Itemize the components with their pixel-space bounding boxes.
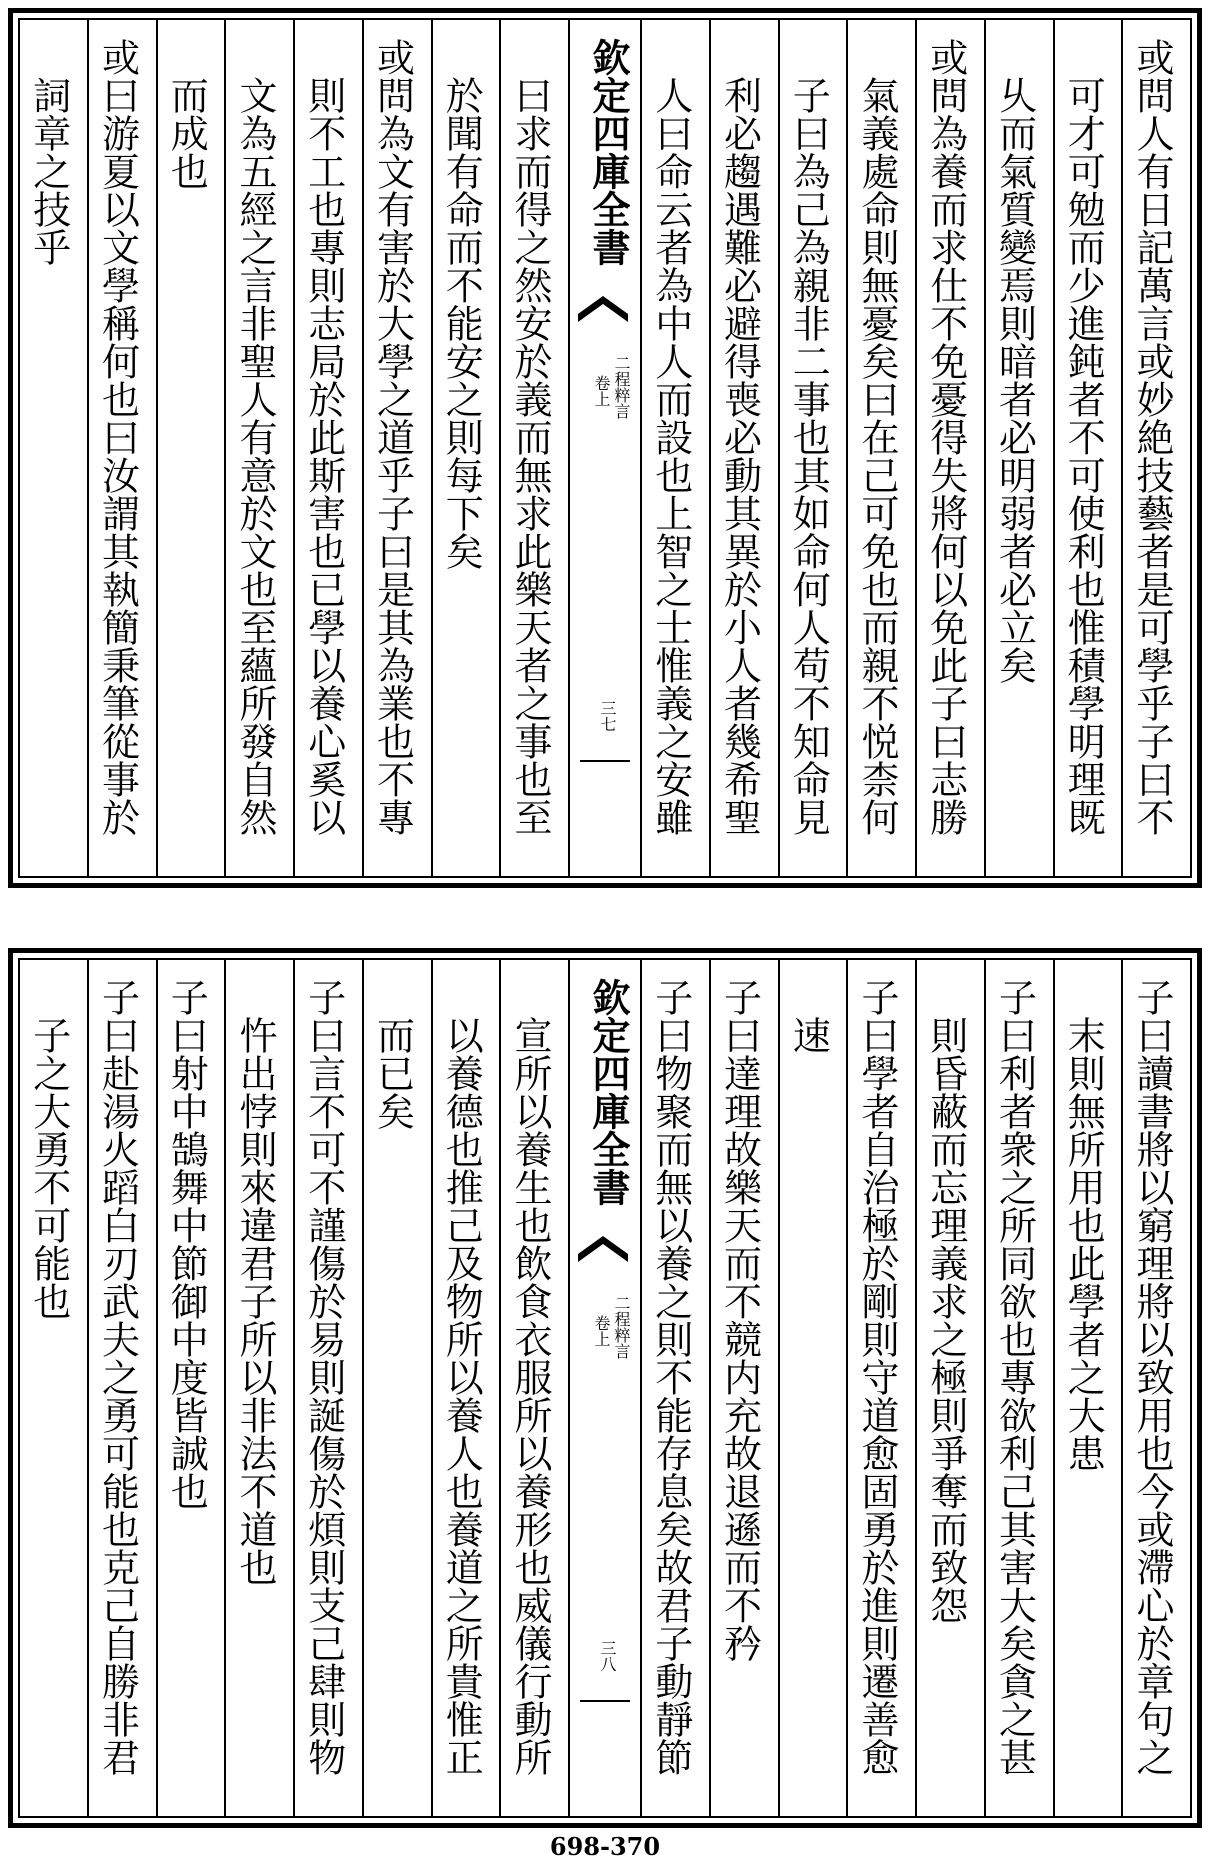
column-text: 於聞有命而不能安之則每下矣 <box>439 76 484 570</box>
text-column <box>640 20 709 876</box>
text-column <box>984 20 1053 876</box>
text-column <box>431 960 500 1816</box>
column-text: 乆而氣質變焉則暗者必明弱者必立矣 <box>992 76 1037 684</box>
text-column <box>499 20 568 876</box>
column-text: 人曰命云者為中人而設也上智之士惟義之安雖 <box>648 76 693 836</box>
text-column <box>1121 960 1190 1816</box>
text-column <box>778 960 847 1816</box>
text-column <box>362 20 431 876</box>
text-column <box>846 960 915 1816</box>
text-column <box>709 20 778 876</box>
volume-label: 卷上 <box>592 1315 611 1347</box>
text-column <box>87 20 156 876</box>
column-text: 或問為養而求仕不免憂得失將何以免此子曰志勝 <box>923 38 968 836</box>
column-text: 文為五經之言非聖人有意於文也至蘊所發自然 <box>233 76 277 836</box>
column-text: 宣所以養生也飲食衣服所以養形也威儀行動所 <box>508 1016 552 1776</box>
text-column <box>156 960 225 1816</box>
text-column <box>640 960 709 1816</box>
center-fold <box>568 960 640 1816</box>
text-column <box>224 20 293 876</box>
text-column <box>87 960 156 1816</box>
book-name: 二程粹言 <box>612 355 631 419</box>
column-text: 子曰讀書將以窮理將以致用也今或滯心於章句之 <box>1130 978 1174 1776</box>
column-text: 而已矣 <box>370 1016 415 1130</box>
column-text: 子曰射中鵠舞中節御中度皆誠也 <box>164 978 209 1510</box>
volume-label: 卷上 <box>592 375 611 407</box>
text-column <box>1053 960 1122 1816</box>
center-fold <box>568 20 640 876</box>
column-text: 子曰學者自治極於剛則守道愈固勇於進則遷善愈 <box>855 978 899 1776</box>
column-text: 子曰利者衆之所同欲也專欲利己其害大矣貪之甚 <box>992 978 1037 1776</box>
book-title: 欽定四庫全書 <box>586 978 631 1206</box>
column-text: 或問為文有害於大學之道乎子曰是其為業也不專 <box>370 38 415 836</box>
column-text: 子曰達理故樂天而不競内充故退遜而不矜 <box>717 978 762 1662</box>
page-code: 698-370 <box>549 1832 661 1861</box>
fish-tail-mark-icon <box>576 1232 630 1276</box>
text-column <box>984 960 1053 1816</box>
text-column <box>915 20 984 876</box>
column-text: 以養德也推己及物所以養人也養道之所貴惟正 <box>439 1016 484 1776</box>
column-text: 子之大勇不可能也 <box>26 1016 71 1320</box>
column-text: 子曰赴湯火蹈白刃武夫之勇可能也克己自勝非君 <box>95 978 140 1776</box>
column-text: 或曰游夏以文學稱何也曰汝謂其執簡秉筆從事於 <box>95 38 140 836</box>
column-text: 末則無所用也此學者之大患 <box>1061 1016 1106 1472</box>
book-name: 二程粹言 <box>612 1295 631 1359</box>
page-top <box>8 8 1202 888</box>
leaf-number: 三七 <box>598 700 617 732</box>
text-column <box>1121 20 1190 876</box>
column-text: 子曰為己為親非二事也其如命何人苟不知命見 <box>786 76 831 836</box>
column-text: 或問人有日記萬言或妙絶技藝者是可學乎子曰不 <box>1130 38 1174 836</box>
book-title: 欽定四庫全書 <box>586 38 631 266</box>
column-grid <box>20 960 1190 1816</box>
column-text: 曰求而得之然安於義而無求此樂天者之事也至 <box>508 76 552 836</box>
column-text: 則不工也專則志局於此斯害也已學以養心奚以 <box>301 76 346 836</box>
column-text: 速 <box>786 1016 831 1054</box>
text-column <box>293 20 362 876</box>
column-text: 可才可勉而少進鈍者不可使利也惟積學明理既 <box>1061 76 1106 836</box>
column-text: 而成也 <box>164 76 209 190</box>
page-bottom <box>8 948 1202 1828</box>
text-column <box>224 960 293 1816</box>
column-text: 利必趨遇難必避得喪必動其異於小人者幾希聖 <box>717 76 762 836</box>
text-column <box>846 20 915 876</box>
text-column <box>709 960 778 1816</box>
text-column <box>499 960 568 1816</box>
divider <box>580 1700 630 1702</box>
leaf-number: 三八 <box>598 1640 617 1672</box>
text-column <box>1053 20 1122 876</box>
text-column <box>293 960 362 1816</box>
text-column <box>362 960 431 1816</box>
fish-tail-mark-icon <box>576 292 630 336</box>
column-text: 則昏蔽而忘理義求之極則爭奪而致怨 <box>923 1016 968 1624</box>
column-text: 子曰物聚而無以養之則不能存息矣故君子動靜節 <box>648 978 693 1776</box>
text-column <box>778 20 847 876</box>
column-text: 氣義處命則無憂矣曰在己可免也而親不悦柰何 <box>855 76 899 836</box>
text-column <box>156 20 225 876</box>
column-text: 子曰言不可不謹傷於易則誕傷於煩則支己肆則物 <box>301 978 346 1776</box>
column-grid <box>20 20 1190 876</box>
column-text: 忤出悖則來違君子所以非法不道也 <box>233 1016 277 1586</box>
text-column <box>915 960 984 1816</box>
text-column <box>20 960 87 1816</box>
text-column <box>431 20 500 876</box>
text-column <box>20 20 87 876</box>
column-text: 詞章之技乎 <box>26 76 71 266</box>
divider <box>580 760 630 762</box>
